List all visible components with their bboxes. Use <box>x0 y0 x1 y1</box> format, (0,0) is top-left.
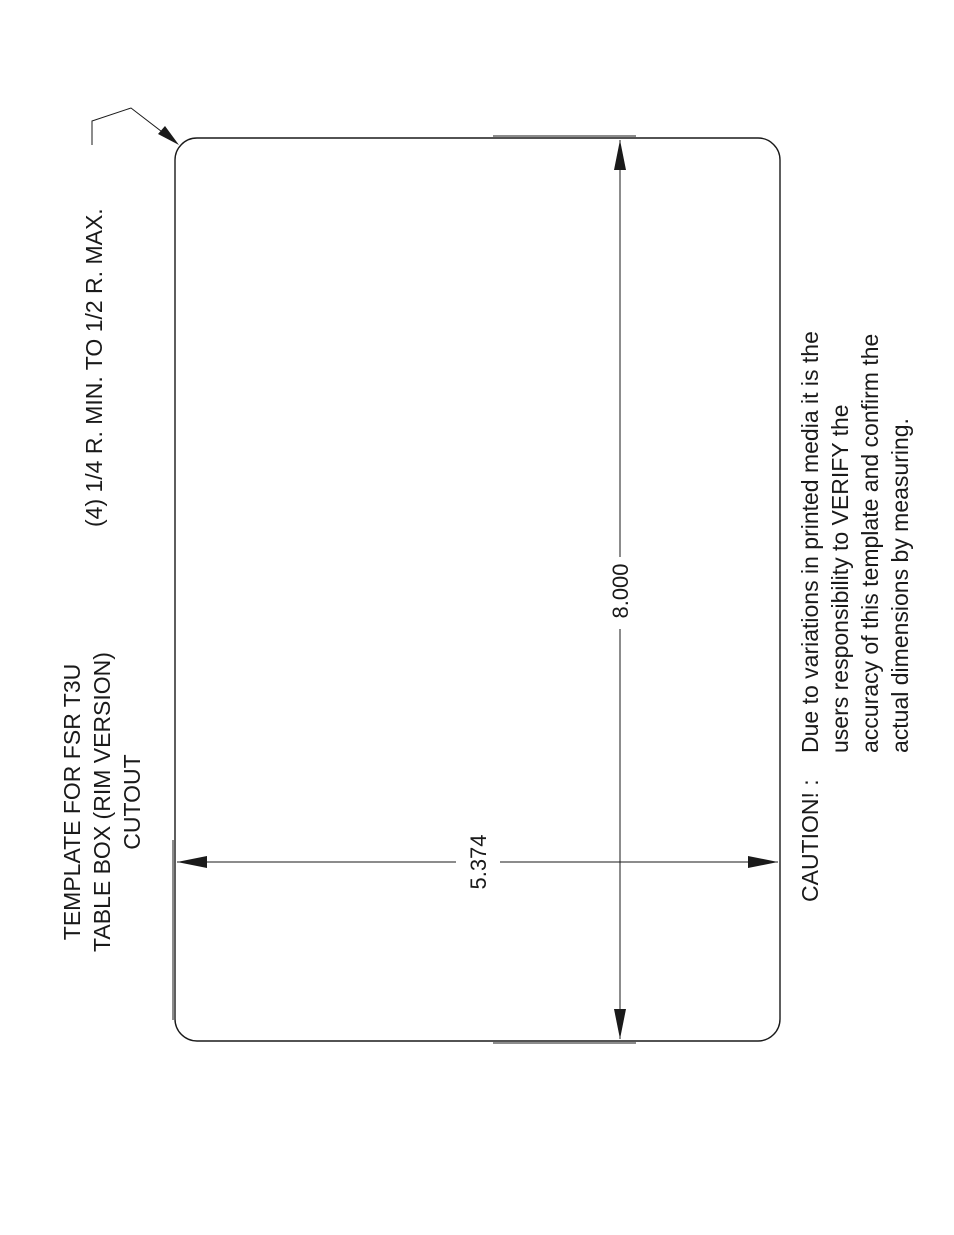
width-dimension-label: 5.374 <box>466 834 491 890</box>
title-line-2: TABLE BOX (RIM VERSION) <box>89 652 115 952</box>
caution-prefix: CAUTION! : <box>797 779 823 902</box>
corner-note-leader-arrowhead <box>158 126 179 145</box>
caution-line-2: users responsibility to VERIFY the <box>827 404 853 753</box>
width-arrowhead-right <box>748 856 778 868</box>
caution-line-4: actual dimensions by measuring. <box>887 418 913 753</box>
title-line-1: TEMPLATE FOR FSR T3U <box>59 663 85 941</box>
length-arrowhead-top <box>614 140 626 170</box>
cutout-outline <box>175 138 780 1041</box>
length-arrowhead-bottom <box>614 1009 626 1039</box>
length-dimension-label: 8.000 <box>608 563 633 619</box>
width-arrowhead-left <box>177 856 207 868</box>
caution-line-1: Due to variations in printed media it is the <box>797 331 823 753</box>
title-line-3: CUTOUT <box>119 754 145 850</box>
corner-radius-note: (4) 1/4 R. MIN. TO 1/2 R. MAX. <box>81 208 107 527</box>
caution-line-3: accuracy of this template and confirm the <box>857 333 883 753</box>
corner-note-leader <box>92 108 170 145</box>
